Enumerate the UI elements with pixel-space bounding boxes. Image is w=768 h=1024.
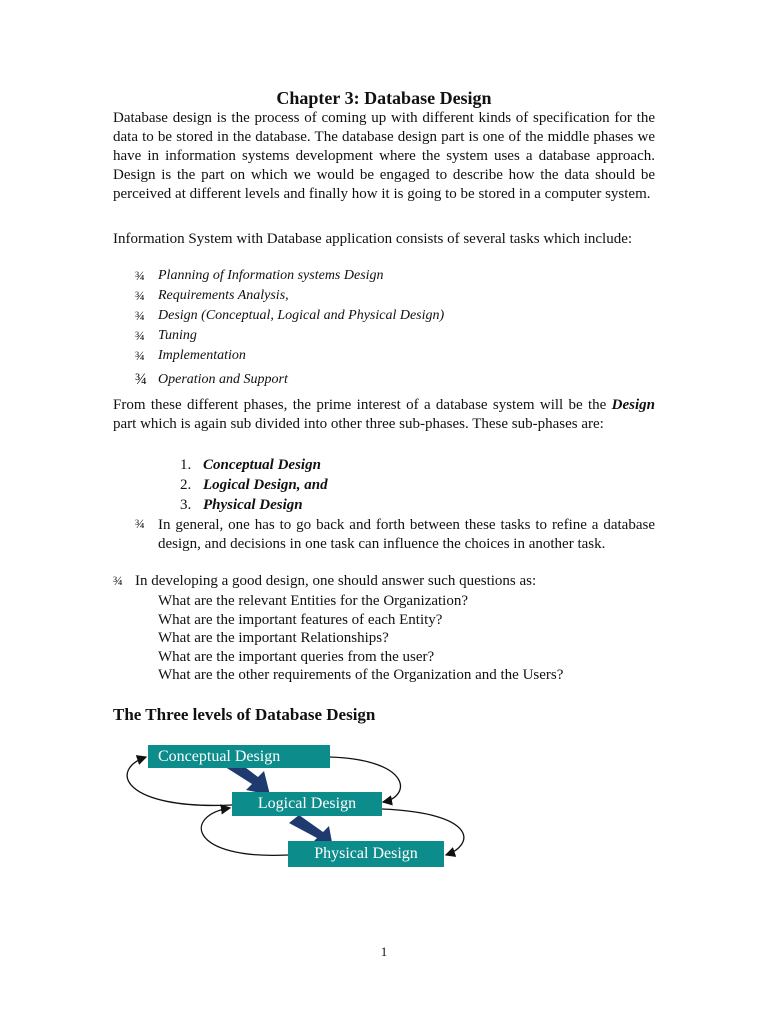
task-label: Implementation (158, 348, 246, 363)
tasks-list (135, 266, 444, 390)
chapter-title: Chapter 3: Database Design (276, 88, 492, 108)
phases-intro (113, 396, 655, 434)
question-item: What are the relevant Entities for the Organization? (158, 593, 469, 609)
task-label: Design (Conceptual, Logical and Physical Design) (158, 308, 445, 323)
tasks-intro: Information System with Database application consists of several tasks which include: (113, 231, 633, 247)
intro-paragraph: Database design is the process of coming up with different kinds of specification for the data to be stored in the database. The database design part is one of the middle phases we have in information systems development where the system uses a database approach. Design is the part on which we would be engaged to describe how the data should be perceived at different levels and finally how it is going to be stored in a computer system. (113, 110, 655, 202)
sub-phases-list (180, 455, 328, 515)
phases-intro-before: From these different phases, the prime interest of a database system will be the (113, 397, 612, 413)
questions-list (158, 592, 563, 685)
bullet-glyph: ¾ (135, 288, 145, 303)
physical-design-box: Physical Design (288, 841, 444, 867)
sub-phase-number: 2. (180, 476, 192, 493)
conceptual-design-box: Conceptual Design (148, 745, 330, 768)
bullet-glyph: ¾ (135, 348, 145, 363)
question-item: What are the important Relationships? (158, 630, 389, 646)
sub-phase-label: Logical Design, and (203, 476, 328, 493)
task-label: Planning of Information systems Design (158, 268, 384, 283)
logical-design-box: Logical Design (232, 792, 382, 816)
general-note (135, 516, 655, 554)
design-emphasis: Design (611, 397, 655, 413)
three-levels-diagram (113, 735, 483, 870)
task-item (135, 306, 444, 326)
page-number: 1 (380, 944, 388, 959)
task-item (135, 346, 444, 366)
question-item: What are the other requirements of the Organization and the Users? (158, 667, 564, 683)
question-item: What are the important queries from the user? (158, 648, 435, 665)
task-label: Operation and Support (158, 372, 288, 387)
bullet-glyph: ¾ (135, 328, 145, 343)
bullet-glyph: ¾ (135, 268, 145, 283)
section-heading: The Three levels of Database Design (113, 705, 376, 724)
sub-phase-number: 3. (180, 496, 192, 513)
bullet-glyph: ¾ (113, 573, 123, 588)
general-note-text: In general, one has to go back and forth between these tasks to refine a database design, and decisions in one task can influence the choices in another task. (158, 517, 655, 552)
phases-intro-after: part which is again sub divided into other three sub-phases. These sub-phases are: (113, 416, 604, 432)
questions-intro-text: In developing a good design, one should answer such questions as: (135, 573, 537, 589)
sub-phase-item (180, 475, 328, 495)
task-item (135, 286, 444, 306)
task-label: Requirements Analysis, (158, 288, 289, 303)
question-item: What are the important features of each Entity? (158, 611, 443, 628)
sub-phase-label: Conceptual Design (203, 456, 321, 473)
bullet-glyph: ¾ (135, 516, 145, 531)
task-label: Tuning (158, 328, 197, 343)
questions-intro (113, 573, 536, 590)
bullet-glyph: ¾ (135, 371, 147, 388)
task-item (135, 266, 444, 286)
sub-phase-item (180, 455, 328, 475)
bullet-glyph: ¾ (135, 308, 145, 323)
sub-phase-label: Physical Design (203, 496, 303, 513)
task-item (135, 326, 444, 346)
sub-phase-item (180, 495, 328, 515)
task-item (135, 370, 444, 390)
sub-phase-number: 1. (180, 456, 192, 473)
